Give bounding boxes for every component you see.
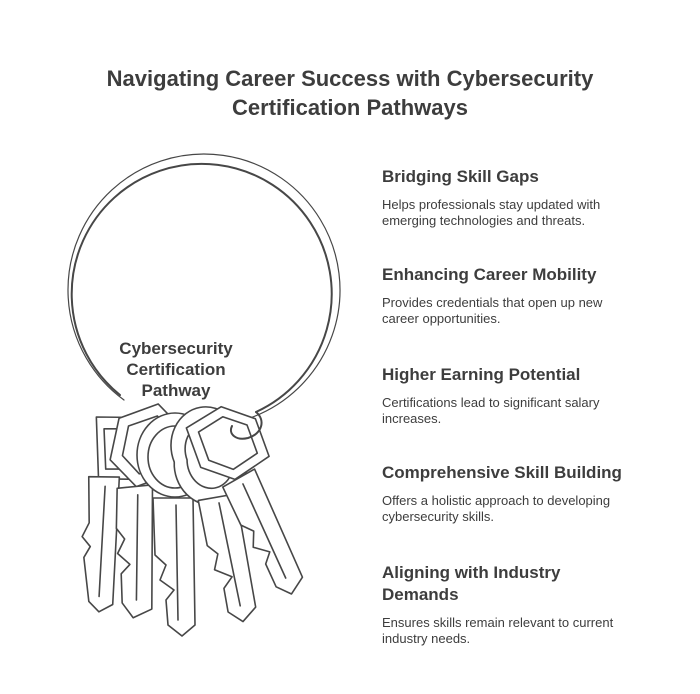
- benefit-title: [382, 264, 682, 286]
- benefit-list: [382, 0, 682, 694]
- page-title-line-1: Navigating Career Success with Cybersecurity: [106, 66, 594, 91]
- benefit-description: [382, 197, 682, 229]
- benefit-description-line: Ensures skills remain relevant to current: [382, 615, 614, 630]
- benefit-description-line: Provides credentials that open up new: [382, 295, 603, 310]
- benefit-description-line: cybersecurity skills.: [382, 509, 494, 524]
- benefit-title-line: Aligning with Industry: [382, 563, 561, 582]
- benefit-item-bridging-skill-gaps: [382, 166, 682, 229]
- benefit-item-comprehensive-skill-building: [382, 462, 682, 525]
- benefit-title-line: Demands: [382, 585, 459, 604]
- benefit-title: [382, 166, 682, 188]
- benefit-item-aligning-with-industry-demands: [382, 562, 682, 647]
- benefit-title-line: Comprehensive Skill Building: [382, 463, 622, 482]
- benefit-title: [382, 562, 682, 606]
- benefit-description-line: emerging technologies and threats.: [382, 213, 586, 228]
- benefit-description: [382, 493, 682, 525]
- benefit-item-higher-earning-potential: [382, 364, 682, 427]
- center-label-line-1: Cybersecurity: [119, 339, 233, 358]
- benefit-title-line: Higher Earning Potential: [382, 365, 581, 384]
- benefit-title: [382, 462, 682, 484]
- page-title-line-2: Certification Pathways: [232, 95, 468, 120]
- benefit-description-line: Helps professionals stay updated with: [382, 197, 601, 212]
- benefit-description-line: Certifications lead to significant salary: [382, 395, 600, 410]
- benefit-description: [382, 395, 682, 427]
- benefit-description-line: Offers a holistic approach to developing: [382, 493, 611, 508]
- benefit-description: [382, 615, 682, 647]
- benefit-item-enhancing-career-mobility: [382, 264, 682, 327]
- benefit-description-line: increases.: [382, 411, 442, 426]
- benefit-title-line: Bridging Skill Gaps: [382, 167, 539, 186]
- benefit-title: [382, 364, 682, 386]
- benefit-description-line: career opportunities.: [382, 311, 501, 326]
- benefit-description-line: industry needs.: [382, 631, 471, 646]
- benefit-title-line: Enhancing Career Mobility: [382, 265, 597, 284]
- center-label-line-3: Pathway: [141, 381, 211, 400]
- center-label: [88, 338, 264, 401]
- benefit-description: [382, 295, 682, 327]
- center-label-line-2: Certification: [126, 360, 226, 379]
